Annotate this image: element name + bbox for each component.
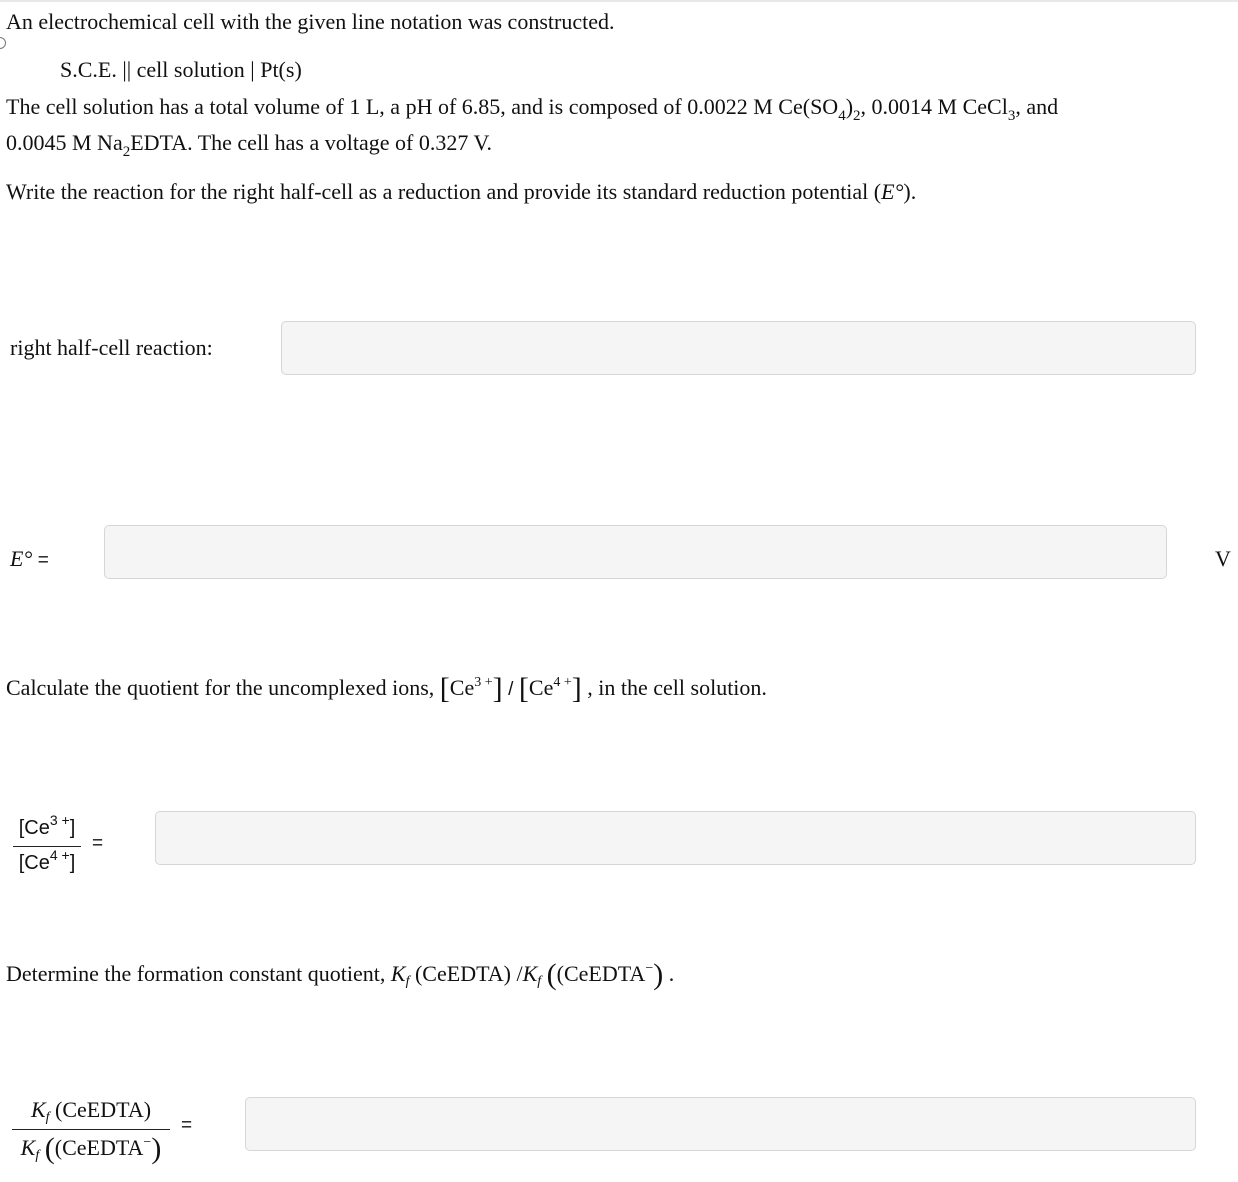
kf-denominator: Kf ((CeEDTA−) (20, 1132, 162, 1166)
question-3: Determine the formation constant quotient, Kf (CeEDTA) /Kf ((CeEDTA−) . (6, 958, 675, 991)
e0-label: E° = (10, 546, 49, 571)
ce-ratio-fraction (13, 812, 81, 875)
e0-input[interactable] (104, 525, 1167, 579)
question-1: Write the reaction for the right half-cell as a reduction and provide its standard reduction potential (E°). (6, 179, 917, 204)
kf-fraction (12, 1097, 170, 1166)
top-divider (0, 0, 1238, 2)
ratio-numerator: $[Ce^{3 +}]$ (18, 812, 76, 839)
description-line-1: The cell solution has a total volume of 1 L, a pH of 6.85, and is composed of 0.0022 M $Ce(SO_4)_2$, 0.0014 M CeCl$_3$, and (6, 94, 1059, 124)
margin-marker-icon (0, 37, 6, 49)
kf-numerator: Kf (CeEDTA) (30, 1097, 152, 1125)
reaction-label: right half-cell reaction: (10, 335, 213, 360)
intro-text: An electrochemical cell with the given line notation was constructed. (6, 9, 615, 34)
reaction-input[interactable] (281, 321, 1196, 375)
kf-equals: = (181, 1115, 193, 1136)
e0-unit: V (1215, 546, 1231, 571)
cell-line-notation: S.C.E. || cell solution | Pt(s) (60, 57, 302, 82)
kf-input[interactable] (245, 1097, 1196, 1151)
ratio-equals: = (92, 833, 104, 854)
question-2: Calculate the quotient for the uncomplexed ions, $[Ce^{3 +}] / [Ce^{4 +}]$ , in the cell solution. (6, 672, 767, 705)
ratio-denominator: $[Ce^{4 +}]$ (18, 847, 76, 875)
description-line-2: 0.0045 M $Na_2EDTA$. The cell has a voltage of 0.327 V. (6, 130, 492, 160)
ratio-input[interactable] (155, 811, 1196, 865)
